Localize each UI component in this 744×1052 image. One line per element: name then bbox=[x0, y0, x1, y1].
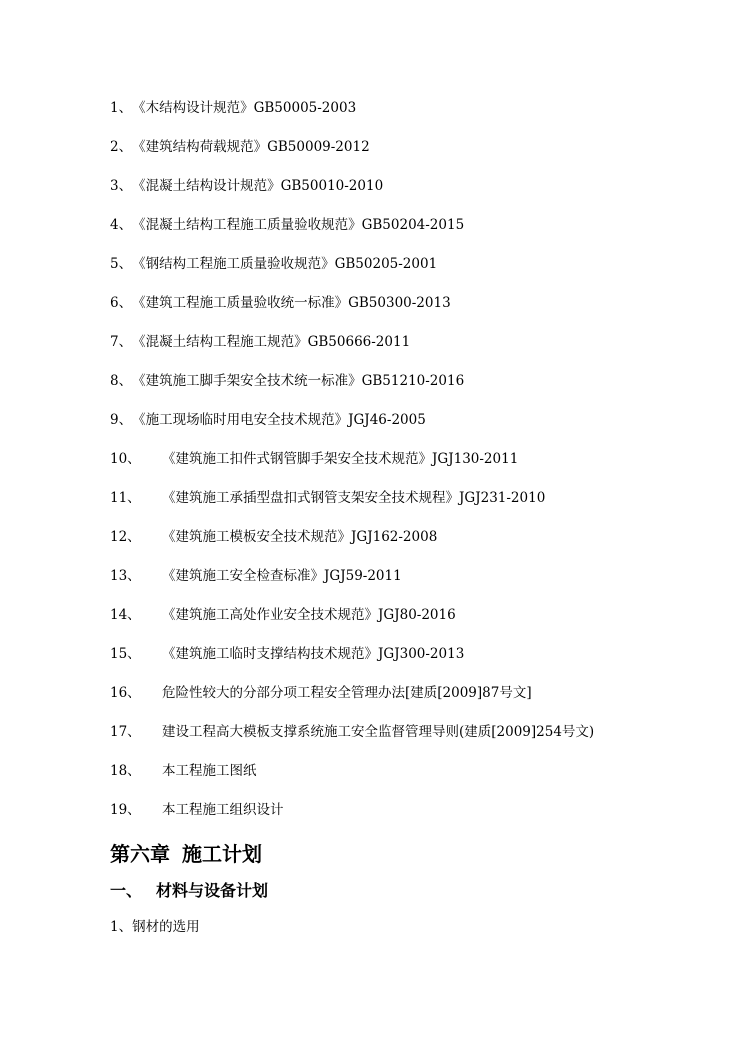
reference-number: 16、 bbox=[110, 685, 141, 701]
reference-number: 3、 bbox=[110, 178, 133, 194]
reference-item bbox=[110, 489, 545, 507]
reference-item bbox=[110, 411, 426, 429]
reference-number: 4、 bbox=[110, 217, 133, 233]
reference-number: 1、 bbox=[110, 100, 133, 116]
reference-text: 《施工现场临时用电安全技术规范》JGJ46-2005 bbox=[132, 412, 426, 428]
reference-text: 《混凝土结构工程施工规范》GB50666-2011 bbox=[132, 334, 411, 350]
reference-item bbox=[110, 333, 410, 351]
reference-number: 13、 bbox=[110, 568, 141, 584]
reference-item bbox=[110, 606, 456, 624]
reference-number: 11、 bbox=[110, 490, 141, 506]
reference-number: 12、 bbox=[110, 529, 141, 545]
reference-text: 《建筑施工临时支撑结构技术规范》JGJ300-2013 bbox=[162, 646, 465, 662]
reference-item bbox=[110, 528, 437, 546]
reference-number: 7、 bbox=[110, 334, 133, 350]
reference-number: 10、 bbox=[110, 451, 141, 467]
reference-text: 《混凝土结构设计规范》GB50010-2010 bbox=[132, 178, 384, 194]
reference-item bbox=[110, 177, 383, 195]
chapter-number: 第六章 bbox=[110, 842, 170, 866]
reference-number: 19、 bbox=[110, 802, 141, 818]
reference-item bbox=[110, 255, 437, 273]
reference-number: 17、 bbox=[110, 724, 141, 740]
reference-number: 9、 bbox=[110, 412, 133, 428]
reference-number: 14、 bbox=[110, 607, 141, 623]
reference-text: 《混凝土结构工程施工质量验收规范》GB50204-2015 bbox=[132, 217, 465, 233]
reference-item bbox=[110, 684, 532, 702]
reference-item bbox=[110, 294, 451, 312]
reference-item bbox=[110, 99, 356, 117]
reference-text: 《建筑施工模板安全技术规范》JGJ162-2008 bbox=[162, 529, 438, 545]
reference-item bbox=[110, 723, 594, 741]
section-title: 材料与设备计划 bbox=[156, 881, 269, 900]
reference-text: 《建筑施工扣件式钢管脚手架安全技术规范》JGJ130-2011 bbox=[162, 451, 519, 467]
reference-number: 15、 bbox=[110, 646, 141, 662]
section-number: 一、 bbox=[110, 881, 143, 900]
chapter-heading bbox=[110, 838, 262, 867]
reference-text: 《建筑施工承插型盘扣式钢管支架安全技术规程》JGJ231-2010 bbox=[162, 490, 546, 506]
subsection-heading: 1、钢材的选用 bbox=[110, 919, 200, 935]
reference-number: 6、 bbox=[110, 295, 133, 311]
chapter-title: 施工计划 bbox=[182, 842, 262, 866]
reference-item bbox=[110, 801, 284, 819]
reference-number: 8、 bbox=[110, 373, 133, 389]
reference-item bbox=[110, 372, 464, 390]
reference-text: 《建筑工程施工质量验收统一标准》GB50300-2013 bbox=[132, 295, 451, 311]
reference-text: 《建筑施工脚手架安全技术统一标准》GB51210-2016 bbox=[132, 373, 465, 389]
reference-text: 《建筑施工安全检查标准》JGJ59-2011 bbox=[162, 568, 402, 584]
reference-item bbox=[110, 645, 464, 663]
reference-item bbox=[110, 567, 402, 585]
reference-item bbox=[110, 450, 518, 468]
reference-text: 建设工程高大模板支撑系统施工安全监督管理导则(建质[2009]254号文) bbox=[162, 724, 595, 740]
reference-number: 5、 bbox=[110, 256, 133, 272]
reference-item bbox=[110, 138, 370, 156]
reference-text: 《木结构设计规范》GB50005-2003 bbox=[132, 100, 357, 116]
reference-text: 本工程施工图纸 bbox=[162, 763, 257, 779]
reference-text: 《建筑结构荷载规范》GB50009-2012 bbox=[132, 139, 370, 155]
reference-item bbox=[110, 762, 257, 780]
reference-text: 《建筑施工高处作业安全技术规范》JGJ80-2016 bbox=[162, 607, 456, 623]
reference-text: 《钢结构工程施工质量验收规范》GB50205-2001 bbox=[132, 256, 438, 272]
reference-number: 2、 bbox=[110, 139, 133, 155]
section-heading bbox=[110, 878, 268, 901]
reference-text: 本工程施工组织设计 bbox=[162, 802, 284, 818]
reference-item bbox=[110, 216, 464, 234]
reference-text: 危险性较大的分部分项工程安全管理办法[建质[2009]87号文] bbox=[162, 685, 532, 701]
reference-number: 18、 bbox=[110, 763, 141, 779]
